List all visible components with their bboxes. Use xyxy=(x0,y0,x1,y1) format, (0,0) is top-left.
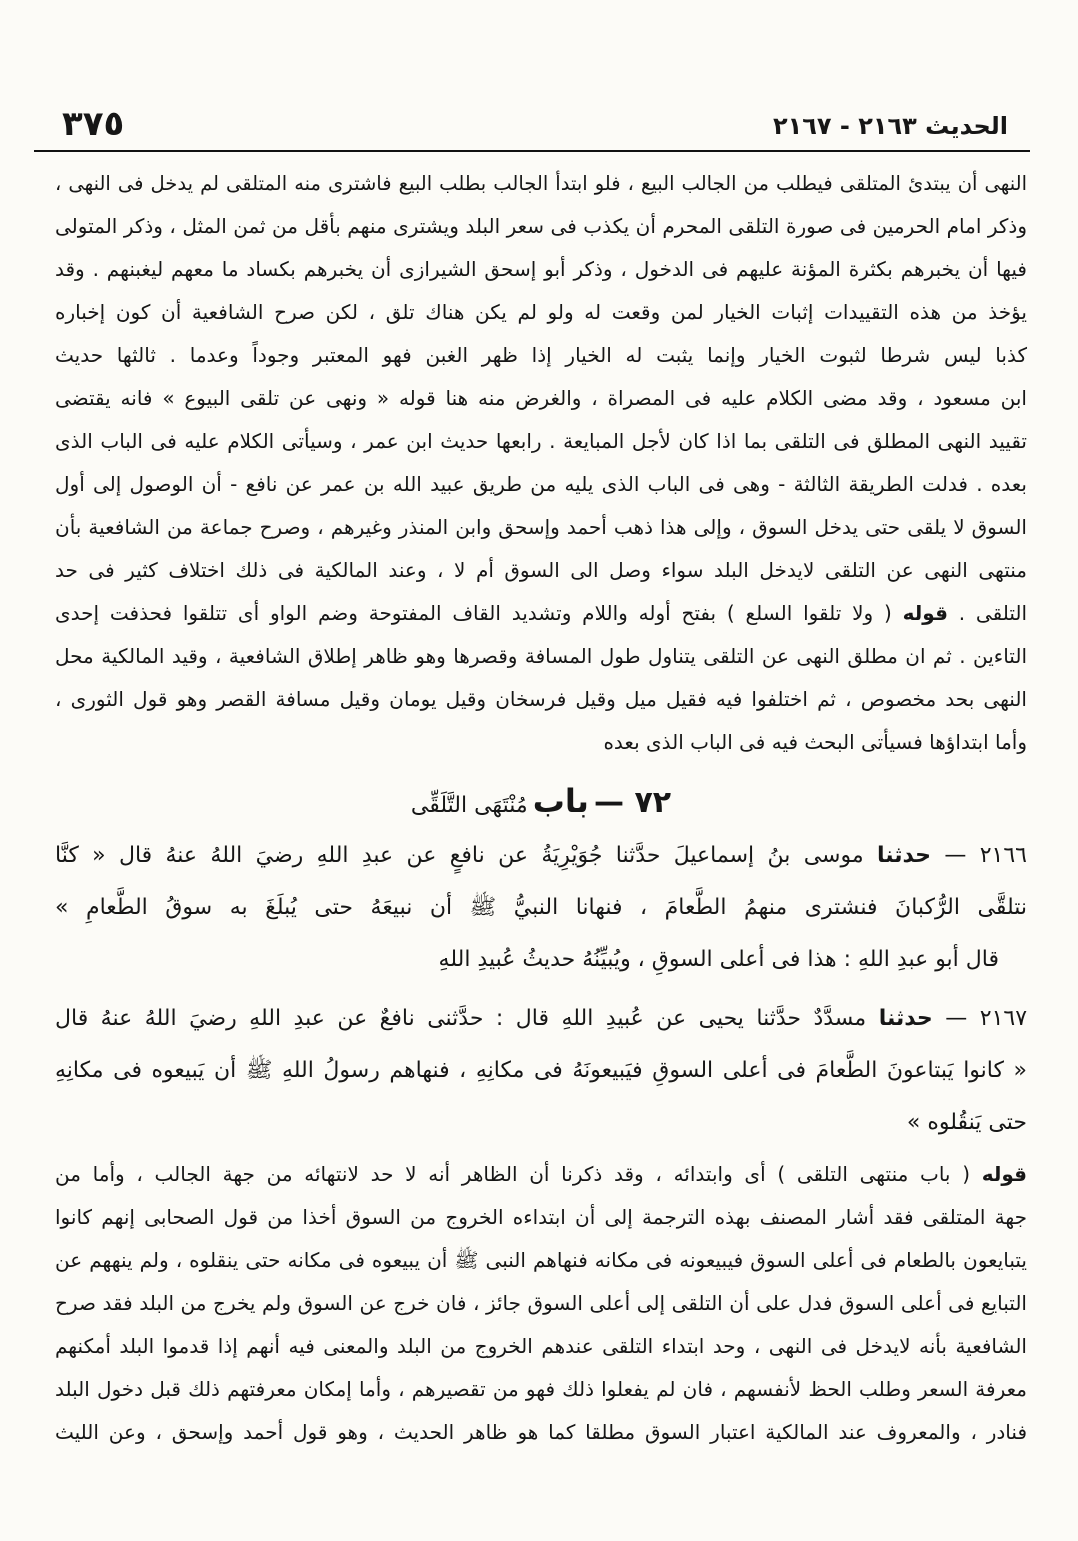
commentary-line: النهى أن يبتدئ المتلقى فيطلب من الجالب البيع ، فلو ابتدأ الجالب بطلب البيع فاشترى منه المتلقى لم يدخل فى النهى ، xyxy=(55,172,1027,195)
commentary-line: فيها أن يخبرهم بكثرة المؤنة عليهم فى الدخول ، وذكر أبو إسحق الشيرازى أن يخبرهم بكساد ما معهم ليغبنهم . وقد xyxy=(55,257,1027,281)
commentary-line: السوق لا يلقى حتى يدخل السوق ، وإلى هذا ذهب أحمد وإسحق وابن المنذر وغيرهم ، وصرح جماعة من الشافعية بأن xyxy=(55,515,1027,539)
page-number: ٣٧٥ xyxy=(62,104,125,144)
line-text: ( ولا تلقوا السلع ) بفتح أوله واللام وتشديد القاف المفتوحة وضم الواو أى تتلقوا فحذفت إحدى xyxy=(55,601,892,625)
commentary-line: التبايع فى أعلى السوق فدل على أن التلقى إلى أعلى السوق جائز ، فان خرج عن السوق ولم يخرج من البلد فقد صرح xyxy=(55,1291,1027,1315)
commentary-line: الشافعية بأنه لايدخل فى النهى ، وحد ابتداء التلقى عندهم الخروج من البلد والمعنى فيه أنهم إذا قدموا البلد أمكنهم xyxy=(55,1334,1027,1358)
commentary-line: وذكر امام الحرمين فى صورة التلقى المحرم أن يكذب فى سعر البلد ويشترى منهم بأقل من ثمن المثل ، وذكر المتولى xyxy=(55,214,1027,238)
chapter-number: ٧٢ — xyxy=(594,785,672,820)
hadith-line-last: حتى يَنقُلوه » xyxy=(906,1110,1027,1135)
commentary-line: جهة المتلقى فقد أشار المصنف بهذه الترجمة إلى أن ابتداءه الخروج من السوق أخذا من قول الصحابى إنهم كانوا xyxy=(55,1205,1027,1229)
hadith-line xyxy=(55,993,1027,1045)
haddathana-keyword: حدثنا xyxy=(876,843,932,868)
hadith-2166 xyxy=(55,830,1027,986)
line-text: ( باب منتهى التلقى ) أى وابتدائه ، وقد ذكرنا أن الظاهر أنه لا حد لانتهائه من جهة الجالب ، وأما من xyxy=(55,1162,971,1186)
commentary-line: يتبايعون بالطعام فى أعلى السوق فيبيعونه فى مكانه فنهاهم النبى ﷺ أن يبيعوه فى مكانه حتى ينقلوه ، ولم ينههم عن xyxy=(55,1248,1027,1272)
chapter-heading xyxy=(55,776,1027,826)
commentary-line xyxy=(55,592,1027,635)
header-rule xyxy=(34,150,1030,152)
commentary-after-chapter xyxy=(55,1153,1027,1454)
running-header: الحديث ٢١٦٣ - ٢١٦٧ xyxy=(772,112,1008,140)
chapter-keyword: باب xyxy=(532,782,589,820)
hadith-text: مسدَّدٌ حدَّثنا يحيى عن عُبيدِ اللهِ قال : حدَّثنى نافعٌ عن عبدِ اللهِ رضيَ اللهُ عنهُ قال xyxy=(55,1006,867,1031)
haddathana-keyword: حدثنا xyxy=(878,1006,933,1031)
hadith-number: ٢١٦٦ — xyxy=(944,843,1027,868)
qawluhu-keyword: قوله xyxy=(902,601,948,625)
commentary-line: يؤخذ من هذه التقييدات إثبات الخيار لمن وقعت له ولو لم يكن هناك تلق ، لكن صرح الشافعية أن كون إخباره xyxy=(55,300,1027,324)
hadith-2167 xyxy=(55,993,1027,1149)
hadith-line: « كانوا يَبتاعونَ الطَّعامَ فى أعلى السوقِ فيَبيعونَهُ فى مكانِهِ ، فنهاهم رسولُ اللهِ ﷺ أن يَبيعوه فى مكانِهِ xyxy=(55,1058,1027,1083)
commentary-line: بعده . فدلت الطريقة الثالثة - وهى فى الباب الذى يليه من طريق عبيد الله بن عمر عن نافع - أن الوصول إلى أول xyxy=(55,472,1027,496)
commentary-line: معرفة السعر وطلب الحظ لأنفسهم ، فان لم يفعلوا ذلك فهو من تقصيرهم ، وأما إمكان معرفتهم ذلك قبل دخول البلد xyxy=(55,1377,1027,1401)
commentary-line: تقييد النهى المطلق فى التلقى بما اذا كان لأجل المبايعة . رابعها حديث ابن عمر ، وسيأتى الكلام عليه فى الباب الذى xyxy=(55,429,1027,453)
hadith-line-last: قال أبو عبدِ اللهِ : هذا فى أعلى السوقِ ، ويُبيِّنُهُ حديثُ عُبيدِ اللهِ xyxy=(438,947,999,972)
commentary-line: كذبا ليس شرطا لثبوت الخيار وإنما يثبت له الخيار إذا ظهر الغبن فهو المعتبر وجوداً وعدما . ثالثها حديث xyxy=(55,343,1027,367)
line-text: التلقى . xyxy=(958,601,1028,625)
commentary-line-last: وأما ابتداؤها فسيأتى البحث فيه فى الباب الذى بعده xyxy=(603,730,1027,754)
hadith-line: نتلقَّى الرُّكبانَ فنشترى منهمُ الطَّعامَ ، فنهانا النبيُّ ﷺ أن نبيعَهُ حتى يُبلَغَ به سوقُ الطَّعامِ » xyxy=(55,895,1027,920)
hadith-line xyxy=(55,830,1027,882)
commentary-before-chapter xyxy=(55,162,1027,764)
qawluhu-keyword: قوله xyxy=(981,1162,1027,1186)
commentary-line: التاءين . ثم ان مطلق النهى عن التلقى يتناول طول المسافة وقصرها وهو ظاهر إطلاق الشافعية ، وقيد المالكية محل xyxy=(55,644,1027,668)
commentary-line: ابن مسعود ، وقد مضى الكلام عليه فى المصراة ، والغرض منه هنا قوله « ونهى عن تلقى البيوع » فانه يقتضى xyxy=(55,386,1027,410)
chapter-title: مُنْتَهَى التَّلَقِّى xyxy=(410,793,528,818)
commentary-line: منتهى النهى عن التلقى لايدخل البلد سواء وصل الى السوق أم لا ، وعند المالكية فى ذلك اختلاف كثير فى حد xyxy=(55,558,1027,582)
commentary-line: النهى بحد مخصوص ، ثم اختلفوا فيه فقيل ميل وقيل فرسخان وقيل يومان وقيل مسافة القصر وهو قول الثورى ، xyxy=(55,687,1027,711)
hadith-number: ٢١٦٧ — xyxy=(945,1006,1028,1031)
hadith-text: موسى بنُ إسماعيلَ حدَّثنا جُوَيْرِيَةُ عن نافعٍ عن عبدِ اللهِ رضيَ اللهُ عنهُ قال « كنَّا xyxy=(55,843,864,868)
commentary-line: فنادر ، والمعروف عند المالكية اعتبار السوق مطلقا كما هو ظاهر الحديث ، وهو قول أحمد وإسحق ، وعن الليث xyxy=(55,1420,1027,1444)
commentary-line xyxy=(55,1153,1027,1196)
